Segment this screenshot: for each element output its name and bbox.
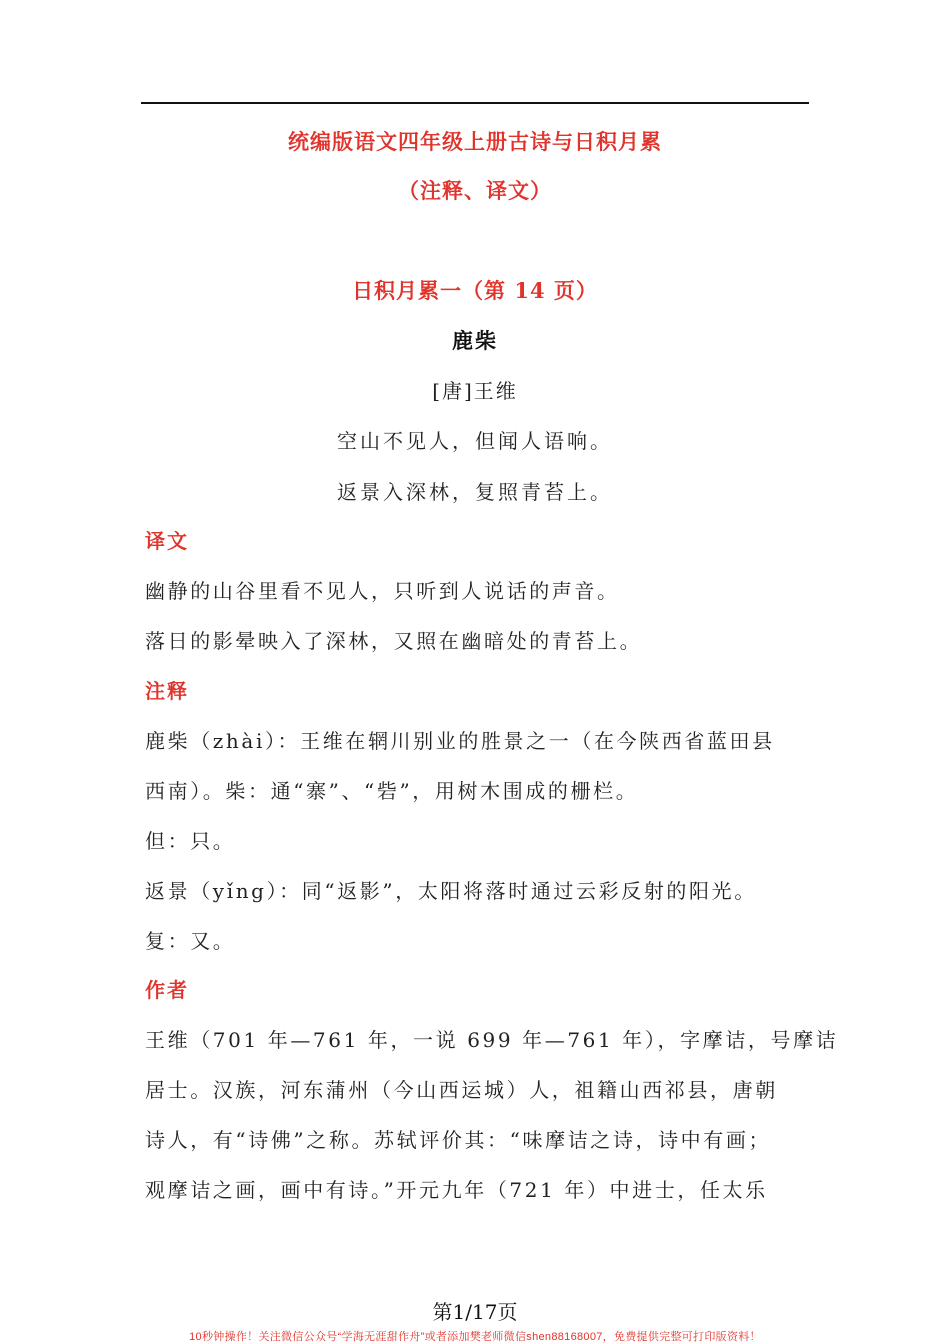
page-number: 第1/17页 [432, 1300, 518, 1324]
author-line: 居士。汉族，河东蒲州（今山西运城）人，祖籍山西祁县，唐朝 [145, 1078, 778, 1102]
top-divider [141, 102, 809, 104]
document-title: 统编版语文四年级上册古诗与日积月累 [288, 129, 662, 154]
notes-line: 西南）。柴：通“寨”、“砦”，用树木围成的栅栏。 [145, 779, 639, 803]
notes-line: 返景（yǐng）：同“返影”，太阳将落时通过云彩反射的阳光。 [145, 879, 757, 903]
poem-line: 空山不见人，但闻人语响。 [337, 429, 613, 453]
poem-line: 返景入深林，复照青苔上。 [337, 480, 613, 504]
notes-line: 鹿柴（zhài）：王维在辋川别业的胜景之一（在今陕西省蓝田县 [145, 729, 775, 753]
notes-line: 但：只。 [145, 829, 236, 853]
author-line: 观摩诘之画，画中有诗。”开元九年（721 年）中进士，任太乐 [145, 1178, 768, 1202]
notes-heading: 注释 [145, 679, 189, 703]
translation-line: 落日的影晕映入了深林，又照在幽暗处的青苔上。 [145, 629, 643, 653]
footer-promo-note: 10秒钟操作！关注微信公众号“学海无涯甜作舟”或者添加樊老师微信shen88168007，免费提供完整可打印版资料！ [189, 1331, 761, 1343]
translation-heading: 译文 [145, 529, 189, 553]
translation-line: 幽静的山谷里看不见人，只听到人说话的声音。 [145, 579, 620, 603]
document-subtitle: （注释、译文） [398, 178, 552, 203]
author-line: 诗人，有“诗佛”之称。苏轼评价其：“味摩诘之诗，诗中有画； [145, 1128, 772, 1152]
author-line: 王维（701 年—761 年，一说 699 年—761 年），字摩诘，号摩诘 [145, 1028, 839, 1052]
section-title: 日积月累一（第 14 页） [352, 278, 598, 303]
poem-title: 鹿柴 [452, 328, 498, 353]
poem-author: [唐]王维 [432, 379, 518, 403]
notes-line: 复：又。 [145, 929, 236, 953]
author-heading: 作者 [145, 978, 189, 1002]
